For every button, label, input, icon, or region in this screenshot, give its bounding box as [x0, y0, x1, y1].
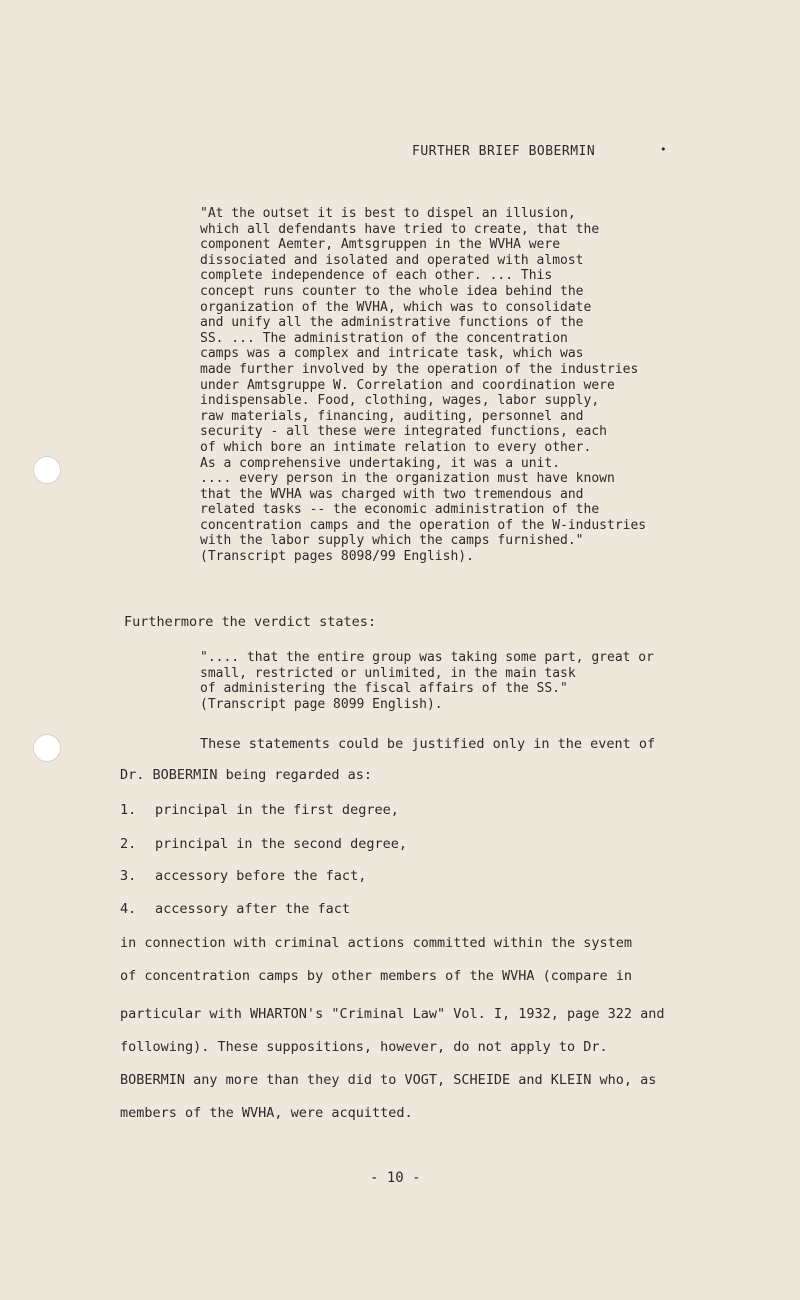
quote-line: related tasks -- the economic administration of the: [200, 502, 600, 518]
quote-line: "At the outset it is best to dispel an illusion,: [200, 206, 576, 221]
closing-line: of concentration camps by other members of the WVHA (compare in: [120, 968, 633, 984]
quote-line: of administering the fiscal affairs of the SS.": [200, 681, 568, 697]
closing-line: following). These suppositions, however, do not apply to Dr.: [120, 1039, 608, 1055]
quote-line: component Aemter, Amtsgruppen in the WVHA were: [200, 237, 561, 253]
list-item-number: 4.: [120, 901, 137, 917]
verdict-quote-block: [200, 206, 730, 565]
heading-mark: •: [660, 143, 667, 156]
statement-line: Dr. BOBERMIN being regarded as:: [120, 767, 372, 783]
quote-line: concentration camps and the operation of the W-industries: [200, 517, 647, 533]
punch-hole-bottom: [33, 734, 61, 762]
list-item-text: principal in the first degree,: [155, 802, 399, 818]
quote-line: (Transcript page 8099 English).: [200, 696, 443, 712]
quote-line: As a comprehensive undertaking, it was a unit.: [200, 455, 561, 471]
quote-line: and unify all the administrative functions of the: [200, 315, 584, 331]
quote-line: dissociated and isolated and operated with almost: [200, 252, 584, 268]
quote-line: camps was a complex and intricate task, which was: [200, 346, 584, 362]
quote-line: with the labor supply which the camps furnished.": [200, 533, 584, 549]
list-item-number: 1.: [120, 802, 137, 818]
quote-line: made further involved by the operation of the industries: [200, 361, 639, 377]
quote-line: organization of the WVHA, which was to consolidate: [200, 299, 592, 315]
quote-line: small, restricted or unlimited, in the main task: [200, 665, 576, 681]
closing-line: particular with WHARTON's "Criminal Law" Vol. I, 1932, page 322 and: [120, 1006, 665, 1022]
closing-line: BOBERMIN any more than they did to VOGT, SCHEIDE and KLEIN who, as: [120, 1072, 657, 1088]
page-number: - 10 -: [370, 1170, 421, 1186]
quote-line: ".... that the entire group was taking some part, great or: [200, 650, 654, 665]
list-item-number: 3.: [120, 868, 137, 884]
verdict-intro: Furthermore the verdict states:: [124, 614, 376, 630]
quote-line: .... every person in the organization must have known: [200, 471, 615, 487]
quote-line: (Transcript pages 8098/99 English).: [200, 549, 474, 565]
document-heading: FURTHER BRIEF BOBERMIN: [412, 144, 596, 159]
quote-line: complete independence of each other. ... This: [200, 268, 553, 284]
second-quote-block: [200, 650, 700, 712]
quote-line: under Amtsgruppe W. Correlation and coordination were: [200, 377, 615, 393]
quote-line: indispensable. Food, clothing, wages, labor supply,: [200, 393, 600, 409]
quote-line: which all defendants have tried to create, that the: [200, 221, 600, 237]
quote-line: of which bore an intimate relation to every other.: [200, 439, 592, 455]
punch-hole-top: [33, 456, 61, 484]
closing-line: in connection with criminal actions committed within the system: [120, 935, 633, 951]
quote-line: raw materials, financing, auditing, personnel and: [200, 408, 584, 424]
quote-line: security - all these were integrated functions, each: [200, 424, 607, 440]
list-item-text: principal in the second degree,: [155, 836, 407, 852]
list-item-text: accessory before the fact,: [155, 868, 367, 884]
quote-line: concept runs counter to the whole idea behind the: [200, 283, 584, 299]
statement-line: These statements could be justified only in the event of: [200, 736, 656, 752]
list-item-text: accessory after the fact: [155, 901, 351, 917]
closing-line: members of the WVHA, were acquitted.: [120, 1105, 413, 1121]
list-item-number: 2.: [120, 836, 137, 852]
quote-line: SS. ... The administration of the concentration: [200, 330, 568, 346]
quote-line: that the WVHA was charged with two tremendous and: [200, 486, 584, 502]
